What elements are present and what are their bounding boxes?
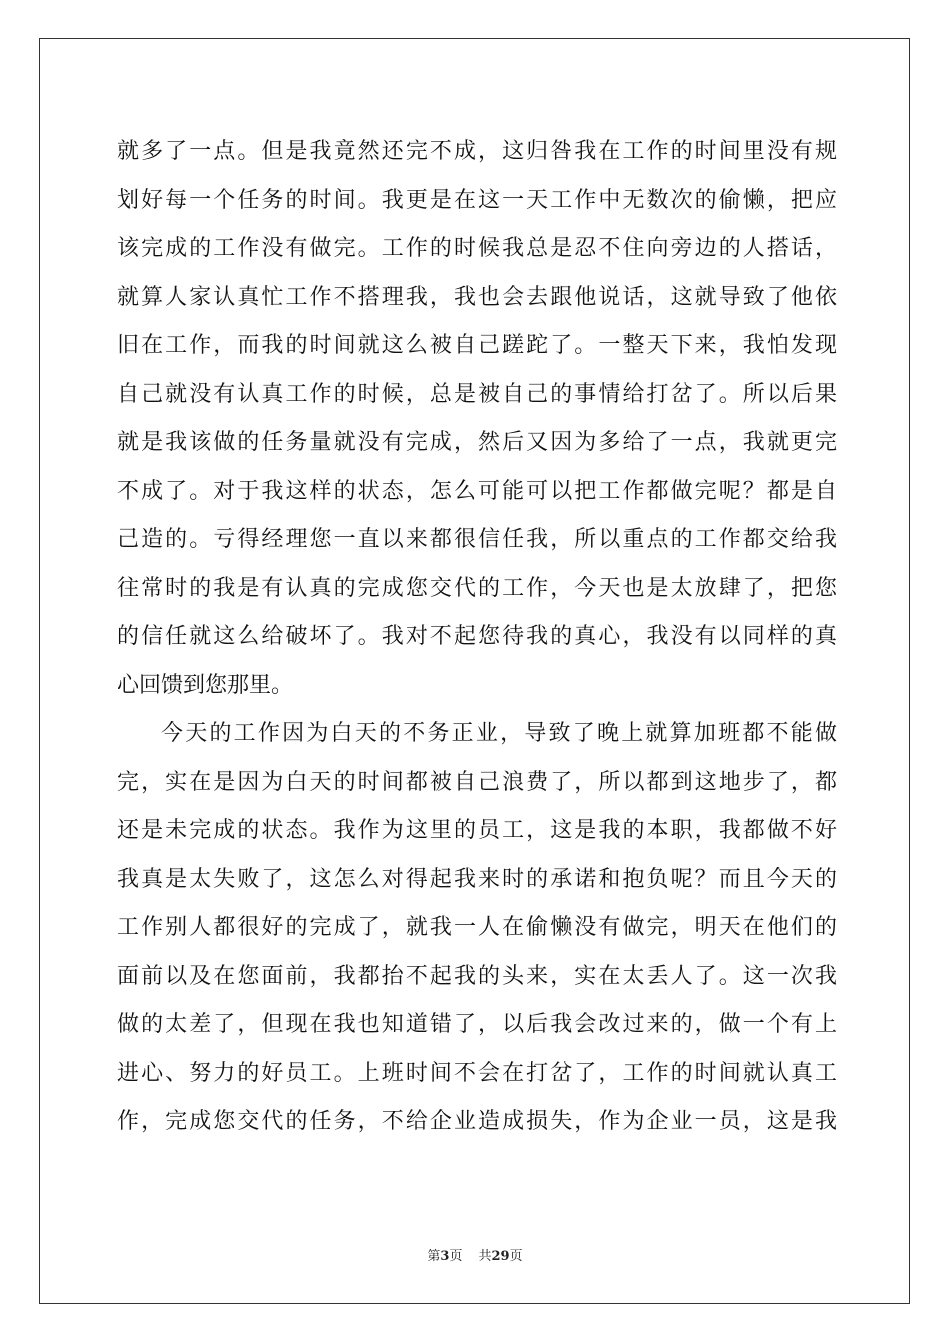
page-suffix: 页	[449, 1249, 463, 1264]
text-line: 就多了一点。但是我竟然还完不成，这归咎我在工作的时间里没有规	[117, 139, 837, 164]
text-line: 心回馈到您那里。	[117, 672, 294, 698]
text-line: 就算人家认真忙工作不搭理我，我也会去跟他说话，这就导致了他依	[117, 284, 837, 310]
text-line: 往常时的我是有认真的完成您交代的工作，今天也是太放肆了，把您	[117, 575, 837, 601]
total-pages: 29	[491, 1249, 510, 1264]
text-line: 就是我该做的任务量就没有完成，然后又因为多给了一点，我就更完	[117, 430, 837, 455]
total-prefix: 共	[478, 1249, 492, 1264]
page-number: 3	[440, 1249, 450, 1264]
page-footer	[0, 1248, 950, 1266]
total-suffix: 页	[509, 1249, 523, 1264]
text-line: 作，完成您交代的任务，不给企业造成损失，作为企业一员，这是我	[117, 1109, 837, 1134]
text-line: 完，实在是因为白天的时间都被自己浪费了，所以都到这地步了，都	[117, 769, 837, 795]
page-prefix: 第	[427, 1249, 441, 1264]
document-body	[117, 128, 837, 1147]
text-line: 己造的。亏得经理您一直以来都很信任我，所以重点的工作都交给我	[117, 527, 837, 552]
text-line: 面前以及在您面前，我都抬不起我的头来，实在太丢人了。这一次我	[117, 963, 837, 989]
text-line: 划好每一个任务的时间。我更是在这一天工作中无数次的偷懒，把应	[117, 187, 837, 213]
text-line: 该完成的工作没有做完。工作的时候我总是忍不住向旁边的人搭话，	[117, 236, 837, 261]
text-line: 做的太差了，但现在我也知道错了，以后我会改过来的，做一个有上	[117, 1012, 837, 1037]
text-line: 我真是太失败了，这怎么对得起我来时的承诺和抱负呢？而且今天的	[117, 866, 837, 892]
text-line: 不成了。对于我这样的状态，怎么可能可以把工作都做完呢？都是自	[117, 478, 837, 504]
text-line: 旧在工作，而我的时间就这么被自己蹉跎了。一整天下来，我怕发现	[117, 333, 837, 358]
text-line: 工作别人都很好的完成了，就我一人在偷懒没有做完，明天在他们的	[117, 915, 837, 940]
text-line: 还是未完成的状态。我作为这里的员工，这是我的本职，我都做不好	[117, 818, 837, 843]
text-line: 的信任就这么给破坏了。我对不起您待我的真心，我没有以同样的真	[117, 624, 837, 649]
text-line: 进心、努力的好员工。上班时间不会在打岔了，工作的时间就认真工	[117, 1060, 837, 1086]
text-line: 自己就没有认真工作的时候，总是被自己的事情给打岔了。所以后果	[117, 381, 837, 407]
text-line: 今天的工作因为白天的不务正业，导致了晚上就算加班都不能做	[161, 721, 837, 746]
